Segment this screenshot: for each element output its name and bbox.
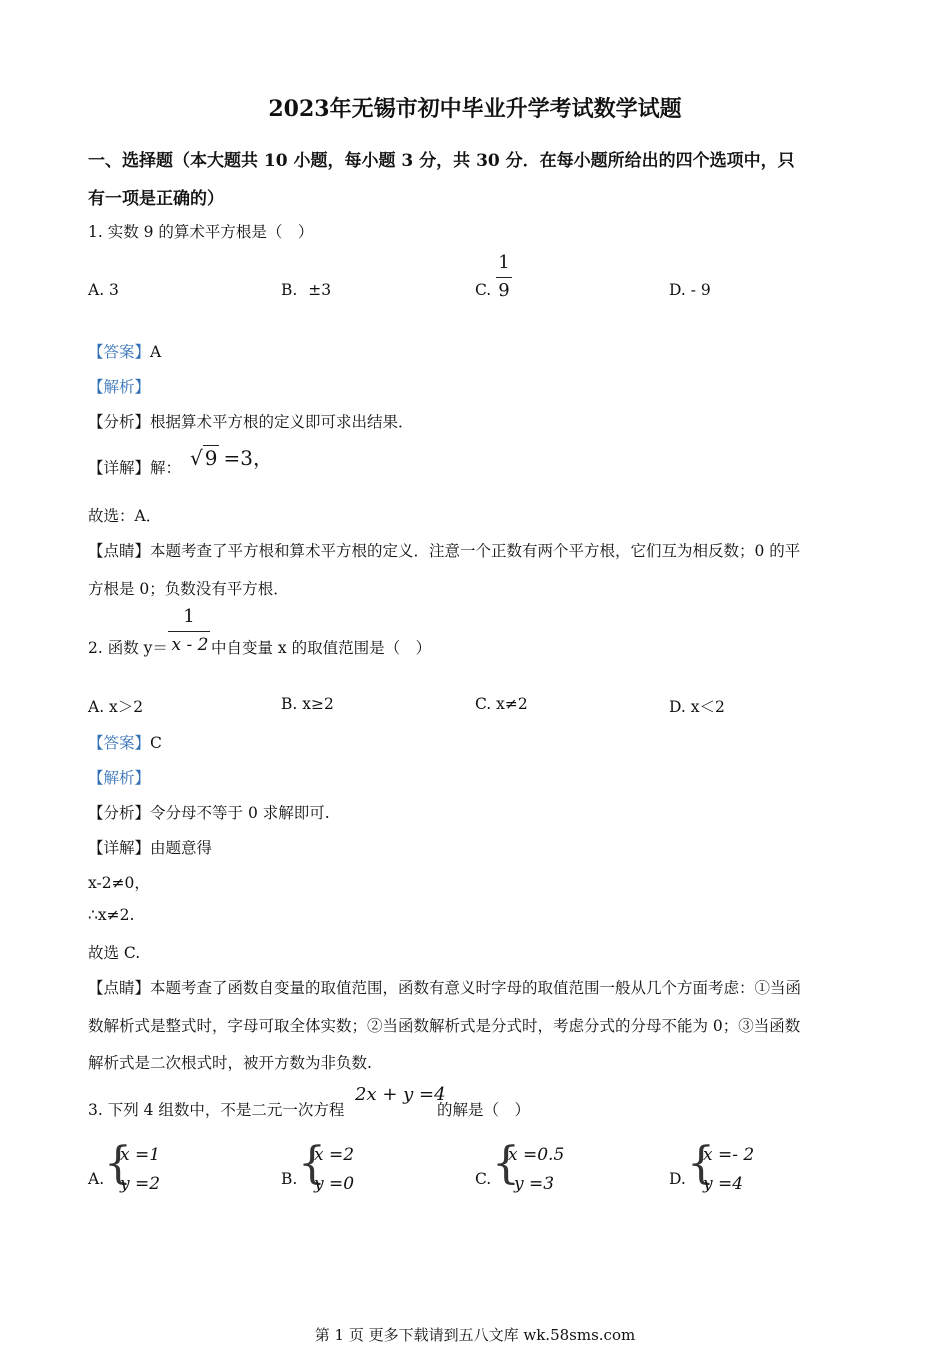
q1-dianjing-line1 [88, 539, 800, 561]
q3-option-b-brace: { [298, 1138, 326, 1189]
q1-fenxi [88, 410, 414, 432]
q3-option-c-label: C. [475, 1170, 492, 1188]
q3-option-d-x: x =- 2 [703, 1145, 755, 1165]
q3-option-c-brace: { [492, 1138, 520, 1189]
q3-option-a-brace: { [104, 1138, 132, 1189]
q3-option-a-y: y =2 [120, 1174, 161, 1194]
answer-label: 【答案】 [88, 734, 151, 752]
q2-dianjing-line2: 数解析式是整式时，字母可取全体实数；②当函数解析式是分式时，考虑分式的分母不能为 0；③当函数 [88, 1017, 801, 1035]
q3-option-b-x: x =2 [314, 1145, 355, 1165]
q2-dianjing-line1 [88, 976, 801, 998]
q2-option-d: D. x＜2 [669, 698, 725, 716]
q2-option-a: A. x＞2 [88, 698, 144, 716]
q3-stem-post: 的解是（ ） [437, 1101, 531, 1119]
q2-answer-line [88, 731, 162, 753]
q2-dianjing-line3: 解析式是二次根式时，被开方数为非负数. [88, 1054, 372, 1072]
q2-option-c: C. x≠2 [475, 695, 528, 713]
q2-option-b: B. x≥2 [281, 695, 334, 713]
q3-option-c-y: y =3 [514, 1174, 555, 1194]
sqrt-result: =3 [223, 446, 253, 470]
q1-answer: A [150, 343, 162, 361]
q3-option-d-y: y =4 [703, 1174, 744, 1194]
q1-fenxi-text: 根据算术平方根的定义即可求出结果． [150, 413, 414, 431]
q2-dianjing-text1: 本题考查了函数自变量的取值范围，函数有意义时字母的取值范围一般从几个方面考虑：①当函 [150, 979, 802, 997]
q2-fraction-denominator: x - 2 [171, 635, 209, 655]
answer-label: 【答案】 [88, 343, 151, 361]
q1-dianjing-text1: 本题考查了平方根和算术平方根的定义．注意一个正数有两个平方根，它们互为相反数；0 的平 [150, 542, 801, 560]
q1-dianjing-line2: 方根是 0；负数没有平方根． [88, 580, 289, 598]
q1-sqrt-expression [190, 442, 273, 471]
page-title: 2023年无锡市初中毕业升学考试数学试题 [268, 96, 682, 122]
sqrt-tail: ， [252, 446, 273, 470]
q1-option-d: D. - 9 [669, 281, 711, 299]
q3-option-a-label: A. [88, 1170, 105, 1188]
dianjing-label: 【点睛】 [88, 979, 151, 997]
q1-option-a: A. 3 [88, 281, 119, 299]
q3-option-b-y: y =0 [314, 1174, 355, 1194]
fenxi-label: 【分析】 [88, 804, 151, 822]
q2-step2: ∴x≠2. [88, 906, 135, 924]
sqrt-symbol: √ [190, 446, 203, 470]
q2-stem-pre: 2. 函数 y＝ [88, 639, 168, 657]
q1-option-c-numerator: 1 [498, 252, 510, 273]
q2-answer: C [150, 734, 162, 752]
xiangjie-label: 【详解】 [88, 839, 151, 857]
q3-equation: 2x + y =4 [355, 1084, 446, 1105]
q1-answer-line [88, 340, 161, 362]
dianjing-label: 【点睛】 [88, 542, 151, 560]
q1-option-c-label: C. [475, 281, 492, 299]
q3-option-d-label: D. [669, 1170, 686, 1188]
xiangjie-label: 【详解】 [88, 459, 151, 477]
q2-fraction-numerator: 1 [183, 606, 195, 627]
fenxi-label: 【分析】 [88, 413, 151, 431]
q2-step1: x-2≠0， [88, 874, 150, 892]
section-heading-line2: 有一项是正确的） [88, 189, 224, 209]
q2-xiangjie [88, 836, 212, 858]
analysis-label: 【解析】 [88, 378, 151, 396]
q1-stem: 1. 实数 9 的算术平方根是（ ） [88, 223, 314, 241]
q1-xiangjie [88, 456, 181, 478]
q3-option-d-brace: { [687, 1138, 715, 1189]
q1-option-b-label: B. [281, 281, 298, 299]
q1-option-c-denominator: 9 [498, 280, 510, 301]
q1-jie: 解： [150, 459, 182, 477]
sqrt-argument: 9 [204, 446, 218, 470]
q2-choose: 故选 C. [88, 944, 141, 962]
q2-xiangjie-text: 由题意得 [150, 839, 213, 857]
page-footer: 第 1 页 更多下载请到五八文库 wk.58sms.com [314, 1326, 636, 1344]
q2-fraction-bar [168, 631, 210, 632]
q2-stem-post: 中自变量 x 的取值范围是（ ） [211, 639, 432, 657]
analysis-label: 【解析】 [88, 769, 151, 787]
q1-option-b [281, 281, 331, 299]
q3-stem-pre: 3. 下列 4 组数中，不是二元一次方程 [88, 1101, 345, 1119]
q3-option-a-x: x =1 [120, 1145, 161, 1165]
q3-option-b-label: B. [281, 1170, 298, 1188]
q1-option-c-fraction-bar [496, 277, 512, 278]
section-heading-line1: 一、选择题（本大题共 10 小题，每小题 3 分，共 30 分．在每小题所给出的四个选项中，只 [88, 151, 795, 171]
q2-fenxi [88, 801, 330, 823]
q1-option-b-value: ±3 [308, 281, 332, 299]
q3-option-c-x: x =0.5 [508, 1145, 565, 1165]
q2-fenxi-text: 令分母不等于 0 求解即可. [150, 804, 330, 822]
q1-choose: 故选：A． [88, 507, 162, 525]
